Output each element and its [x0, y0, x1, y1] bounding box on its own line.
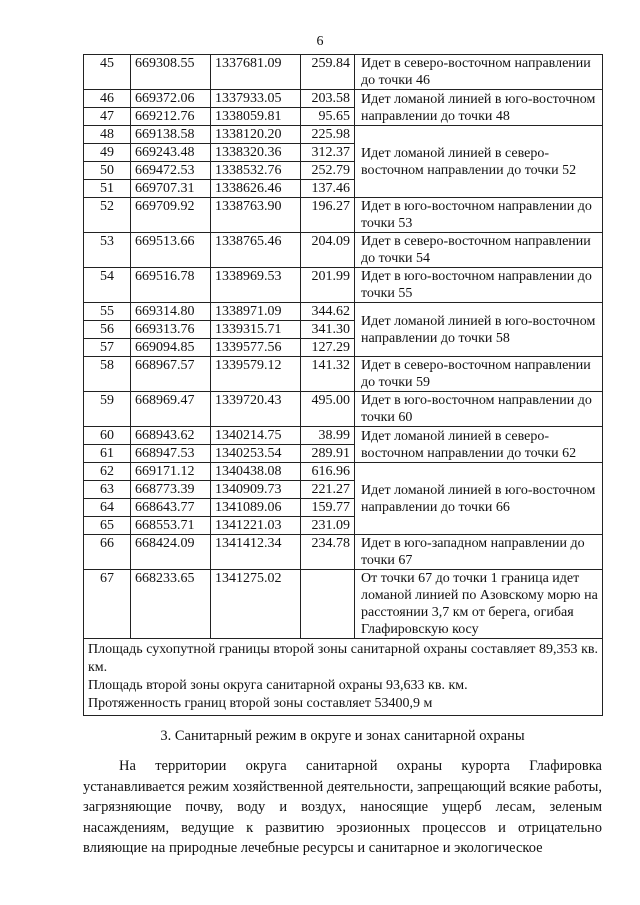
direction-description-cell: От точки 67 до точки 1 граница идет ломаной линией по Азовскому морю на расстоянии 3,7 км от берега, огибая Глафировскую косу [355, 570, 603, 639]
table-row [84, 427, 603, 445]
distance-cell: 95.65 [301, 108, 355, 126]
direction-description-cell: Идет ломаной линией в юго-восточном направлении до точки 48 [355, 90, 603, 126]
distance-cell: 159.77 [301, 499, 355, 517]
direction-description-cell: Идет в северо-восточном направлении до точки 54 [355, 233, 603, 268]
x-coordinate-cell: 668553.71 [131, 517, 211, 535]
body-paragraph: На территории округа санитарной охраны курорта Глафировка устанавливается режим хозяйственной деятельности, запрещающий всякие работы, загрязняющие почву, воду и воздух, наносящие ущерб лесам, зеленым насаждениям, ведущие к развитию эрозионных процессов и отрицательно влияющие на природные лечебные ресурсы и санитарное и экологическое [83, 758, 602, 856]
table-row [84, 535, 603, 570]
direction-description-cell: Идет ломаной линией в северо-восточном направлении до точки 52 [355, 126, 603, 198]
direction-description-cell: Идет в юго-восточном направлении до точки 55 [355, 268, 603, 303]
x-coordinate-cell: 669171.12 [131, 463, 211, 481]
y-coordinate-cell: 1340909.73 [211, 481, 301, 499]
distance-cell: 231.09 [301, 517, 355, 535]
distance-cell: 344.62 [301, 303, 355, 321]
distance-cell: 201.99 [301, 268, 355, 303]
summary-cell [84, 639, 603, 716]
distance-cell: 204.09 [301, 233, 355, 268]
table-row [84, 233, 603, 268]
table-row [84, 90, 603, 108]
x-coordinate-cell: 668773.39 [131, 481, 211, 499]
table-row [84, 463, 603, 481]
point-number-cell: 59 [84, 392, 131, 427]
table-row [84, 268, 603, 303]
y-coordinate-cell: 1338971.09 [211, 303, 301, 321]
boundary-coordinates-table [83, 54, 603, 716]
point-number-cell: 51 [84, 180, 131, 198]
y-coordinate-cell: 1338320.36 [211, 144, 301, 162]
distance-cell: 225.98 [301, 126, 355, 144]
point-number-cell: 45 [84, 55, 131, 90]
point-number-cell: 62 [84, 463, 131, 481]
x-coordinate-cell: 668643.77 [131, 499, 211, 517]
y-coordinate-cell: 1339315.71 [211, 321, 301, 339]
distance-cell: 234.78 [301, 535, 355, 570]
x-coordinate-cell: 668233.65 [131, 570, 211, 639]
distance-cell: 137.46 [301, 180, 355, 198]
point-number-cell: 47 [84, 108, 131, 126]
x-coordinate-cell: 668969.47 [131, 392, 211, 427]
y-coordinate-cell: 1338059.81 [211, 108, 301, 126]
y-coordinate-cell: 1337933.05 [211, 90, 301, 108]
x-coordinate-cell: 669314.80 [131, 303, 211, 321]
x-coordinate-cell: 669709.92 [131, 198, 211, 233]
x-coordinate-cell: 669243.48 [131, 144, 211, 162]
y-coordinate-cell: 1341089.06 [211, 499, 301, 517]
y-coordinate-cell: 1340253.54 [211, 445, 301, 463]
table-row [84, 357, 603, 392]
distance-cell: 341.30 [301, 321, 355, 339]
direction-description-cell: Идет ломаной линией в юго-восточном направлении до точки 66 [355, 463, 603, 535]
y-coordinate-cell: 1339577.56 [211, 339, 301, 357]
distance-cell: 203.58 [301, 90, 355, 108]
distance-cell: 141.32 [301, 357, 355, 392]
point-number-cell: 57 [84, 339, 131, 357]
distance-cell: 495.00 [301, 392, 355, 427]
point-number-cell: 53 [84, 233, 131, 268]
summary-line: Площадь сухопутной границы второй зоны санитарной охраны составляет 89,353 кв. км. [88, 642, 598, 675]
x-coordinate-cell: 669212.76 [131, 108, 211, 126]
x-coordinate-cell: 669516.78 [131, 268, 211, 303]
table-row [84, 126, 603, 144]
section-heading: 3. Санитарный режим в округе и зонах санитарной охраны [160, 728, 525, 744]
y-coordinate-cell: 1341221.03 [211, 517, 301, 535]
distance-cell: 38.99 [301, 427, 355, 445]
point-number-cell: 46 [84, 90, 131, 108]
y-coordinate-cell: 1339579.12 [211, 357, 301, 392]
point-number-cell: 66 [84, 535, 131, 570]
direction-description-cell: Идет в северо-восточном направлении до точки 46 [355, 55, 603, 90]
distance-cell: 221.27 [301, 481, 355, 499]
table-row [84, 303, 603, 321]
y-coordinate-cell: 1338626.46 [211, 180, 301, 198]
y-coordinate-cell: 1340214.75 [211, 427, 301, 445]
distance-cell: 289.91 [301, 445, 355, 463]
direction-description-cell: Идет в юго-восточном направлении до точки 53 [355, 198, 603, 233]
table-row [84, 392, 603, 427]
summary-line: Протяженность границ второй зоны составляет 53400,9 м [88, 696, 433, 711]
y-coordinate-cell: 1338763.90 [211, 198, 301, 233]
distance-cell [301, 570, 355, 639]
x-coordinate-cell: 668943.62 [131, 427, 211, 445]
table-row [84, 198, 603, 233]
y-coordinate-cell: 1338765.46 [211, 233, 301, 268]
y-coordinate-cell: 1340438.08 [211, 463, 301, 481]
x-coordinate-cell: 669094.85 [131, 339, 211, 357]
x-coordinate-cell: 669707.31 [131, 180, 211, 198]
y-coordinate-cell: 1337681.09 [211, 55, 301, 90]
point-number-cell: 55 [84, 303, 131, 321]
x-coordinate-cell: 668967.57 [131, 357, 211, 392]
x-coordinate-cell: 669472.53 [131, 162, 211, 180]
point-number-cell: 65 [84, 517, 131, 535]
point-number-cell: 49 [84, 144, 131, 162]
summary-line: Площадь второй зоны округа санитарной охраны 93,633 кв. км. [88, 678, 468, 693]
point-number-cell: 48 [84, 126, 131, 144]
y-coordinate-cell: 1341412.34 [211, 535, 301, 570]
x-coordinate-cell: 669308.55 [131, 55, 211, 90]
x-coordinate-cell: 669138.58 [131, 126, 211, 144]
distance-cell: 312.37 [301, 144, 355, 162]
direction-description-cell: Идет ломаной линией в юго-восточном направлении до точки 58 [355, 303, 603, 357]
x-coordinate-cell: 668947.53 [131, 445, 211, 463]
point-number-cell: 67 [84, 570, 131, 639]
point-number-cell: 54 [84, 268, 131, 303]
x-coordinate-cell: 669372.06 [131, 90, 211, 108]
x-coordinate-cell: 669313.76 [131, 321, 211, 339]
direction-description-cell: Идет в северо-восточном направлении до точки 59 [355, 357, 603, 392]
distance-cell: 252.79 [301, 162, 355, 180]
y-coordinate-cell: 1341275.02 [211, 570, 301, 639]
y-coordinate-cell: 1338532.76 [211, 162, 301, 180]
point-number-cell: 64 [84, 499, 131, 517]
point-number-cell: 52 [84, 198, 131, 233]
summary-row [84, 639, 603, 716]
table-row [84, 570, 603, 639]
point-number-cell: 61 [84, 445, 131, 463]
y-coordinate-cell: 1338120.20 [211, 126, 301, 144]
direction-description-cell: Идет ломаной линией в северо-восточном направлении до точки 62 [355, 427, 603, 463]
table-row [84, 55, 603, 90]
point-number-cell: 56 [84, 321, 131, 339]
direction-description-cell: Идет в юго-западном направлении до точки 67 [355, 535, 603, 570]
y-coordinate-cell: 1339720.43 [211, 392, 301, 427]
point-number-cell: 50 [84, 162, 131, 180]
x-coordinate-cell: 668424.09 [131, 535, 211, 570]
distance-cell: 127.29 [301, 339, 355, 357]
point-number-cell: 60 [84, 427, 131, 445]
direction-description-cell: Идет в юго-восточном направлении до точки 60 [355, 392, 603, 427]
distance-cell: 196.27 [301, 198, 355, 233]
point-number-cell: 58 [84, 357, 131, 392]
page-number: 6 [316, 34, 324, 49]
x-coordinate-cell: 669513.66 [131, 233, 211, 268]
distance-cell: 259.84 [301, 55, 355, 90]
distance-cell: 616.96 [301, 463, 355, 481]
point-number-cell: 63 [84, 481, 131, 499]
y-coordinate-cell: 1338969.53 [211, 268, 301, 303]
